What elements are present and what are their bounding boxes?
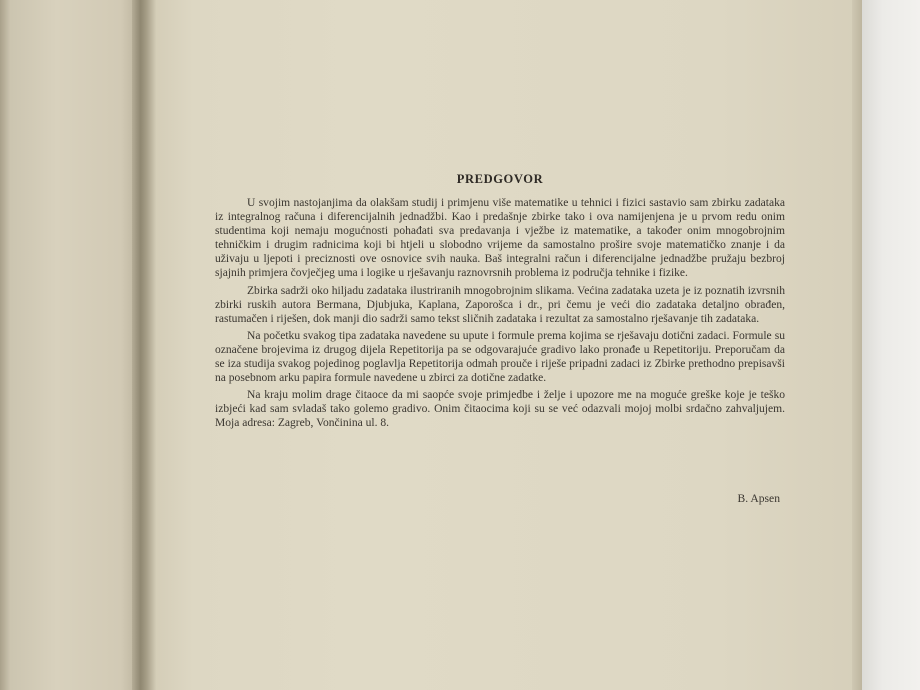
background-surface — [858, 0, 920, 690]
paragraph-1: U svojim nastojanjima da olakšam studij i primjenu više matematike u tehnici i fizici sastavio sam zbirku zadataka iz integralnog računa i diferencijalnih jednadžbi. Kao i predašnje zbirke tako i ova namijenjena je u prvom redu onim studentima koji nemaju mogućnosti pohađati sva predavanja i vježbe iz matematike, a također onim mnogobrojnim tehničkim i drugim radnicima koji bi htjeli u slobodno vrijeme da samostalno prošire svoje matematičko znanje i da uživaju u ljepoti i preciznosti ove osnovice svih nauka. Baš integralni račun i diferencijalne jednadžbe pružaju bezbroj sjajnih primjera čovječjeg uma i logike u rješavanju raznovrsnih problema iz područja tehnike i fizike. — [215, 197, 785, 280]
right-page-edge — [852, 0, 862, 690]
author-signature: B. Apsen — [737, 492, 780, 505]
left-page — [0, 0, 142, 690]
page-title: PREDGOVOR — [456, 172, 544, 186]
preface-body — [215, 196, 785, 434]
paragraph-4: Na kraju molim drage čitaoce da mi saopće svoje primjedbe i želje i upozore me na moguće greške koje je teško izbjeći kad sam svladaš tako golemo gradivo. Onim čitaocima koji su se već odazvali mojoj molbi srdačno zahvaljujem. Moja adresa: Zagreb, Vončinina ul. 8. — [215, 389, 785, 430]
paragraph-3: Na početku svakog tipa zadataka navedene su upute i formule prema kojima se rješavaju dotični zadaci. Formule su označene brojevima iz drugog dijela Repetitorija pa se odgovarajuće gradivo lako pronađe u Repetitoriju. Preporučam da se iza studija svakog pojedinog poglavlja Repetitorija odmah prouče i riješe pripadni zadaci iz Zbirke prethodno prepisavši na posebnom arku papira formule navedene u zbirci za dotične zadatke. — [215, 329, 785, 385]
left-page-edge — [0, 0, 10, 690]
book-gutter — [132, 0, 156, 690]
paragraph-2: Zbirka sadrži oko hiljadu zadataka ilustriranih mnogobrojnim slikama. Većina zadataka uzeta je iz poznatih izvrsnih zbirki ruskih autora Bermana, Djubjuka, Kaplana, Zaporošca i dr., pri čemu je veći dio zadataka detaljno obrađen, rastumačen i riješen, dok manji dio sadrži samo tekst sličnih zadataka i rezultat za samostalno rješavanje tih zadataka. — [215, 284, 785, 325]
